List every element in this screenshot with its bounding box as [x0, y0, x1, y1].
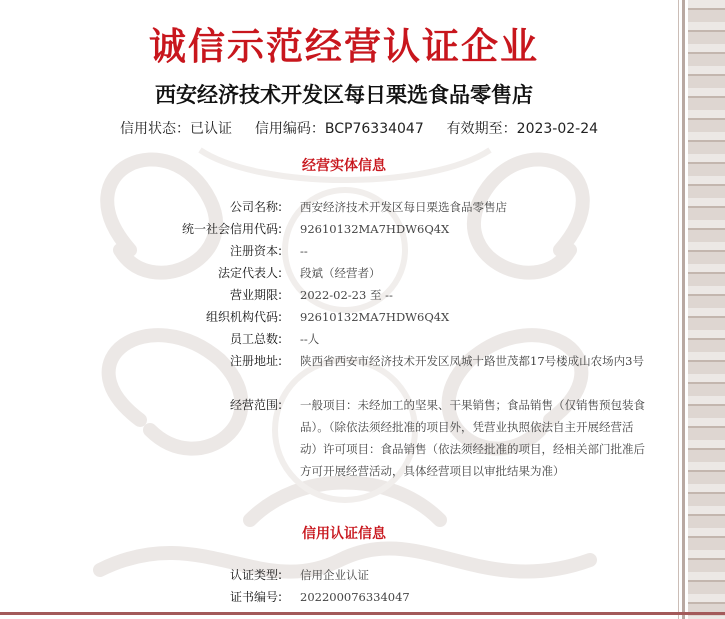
field-label: 公司名称: [229, 200, 282, 214]
field-value: 2022-02-23 至 -- [300, 288, 393, 302]
field-label: 注册资本: [229, 244, 282, 258]
field-value: 92610132MA7HDW6Q4X [300, 310, 450, 324]
field-value: 陕西省西安市经济技术开发区凤城十路世茂都17号楼成山农场内3号 [300, 354, 644, 368]
field-value: 一般项目：未经加工的坚果、干果销售；食品销售（仅销售预包装食品）。（除依法须经批准的项目外，凭营业执照依法自主开展经营活动）许可项目：食品销售（依法须经批准的项目，经相关部门批准后方可开展经营活动，具体经营项目以审批结果为准） [300, 398, 645, 478]
credit-code-label: 信用编码： [254, 121, 325, 137]
section-title-entity: 经营实体信息 [302, 158, 386, 174]
credit-code-value: BCP76334047 [324, 121, 424, 137]
field-value: 92610132MA7HDW6Q4X [300, 222, 450, 236]
field-value: -- [300, 244, 308, 258]
field-label: 认证类型: [229, 568, 282, 582]
status-value: 已认证 [190, 121, 232, 137]
field-label: 法定代表人: [217, 266, 282, 280]
field-value: 202200076334047 [300, 590, 410, 604]
field-label: 统一社会信用代码: [181, 222, 282, 236]
field-value: 段斌（经营者） [300, 266, 381, 280]
field-label: 证书编号: [229, 590, 282, 604]
field-value: --人 [300, 332, 320, 346]
certificate-title: 诚信示范经营认证企业 [149, 24, 539, 68]
valid-until-value: 2023-02-24 [516, 121, 599, 137]
field-label: 组织机构代码: [205, 310, 282, 324]
field-value: 西安经济技术开发区每日栗选食品零售店 [300, 200, 507, 214]
field-label: 注册地址: [229, 354, 282, 368]
section-title-credit: 信用认证信息 [302, 526, 386, 542]
valid-until-label: 有效期至： [446, 121, 517, 137]
field-value: 信用企业认证 [300, 568, 369, 582]
field-label: 营业期限: [229, 288, 282, 302]
company-name-heading: 西安经济技术开发区每日栗选食品零售店 [155, 83, 533, 107]
field-label: 员工总数: [229, 332, 282, 346]
status-label: 信用状态： [120, 121, 190, 137]
right-decorative-border [688, 0, 725, 619]
field-label: 经营范围: [229, 398, 282, 412]
credit-status-bar [120, 119, 598, 139]
bottom-border-rule [0, 612, 725, 615]
